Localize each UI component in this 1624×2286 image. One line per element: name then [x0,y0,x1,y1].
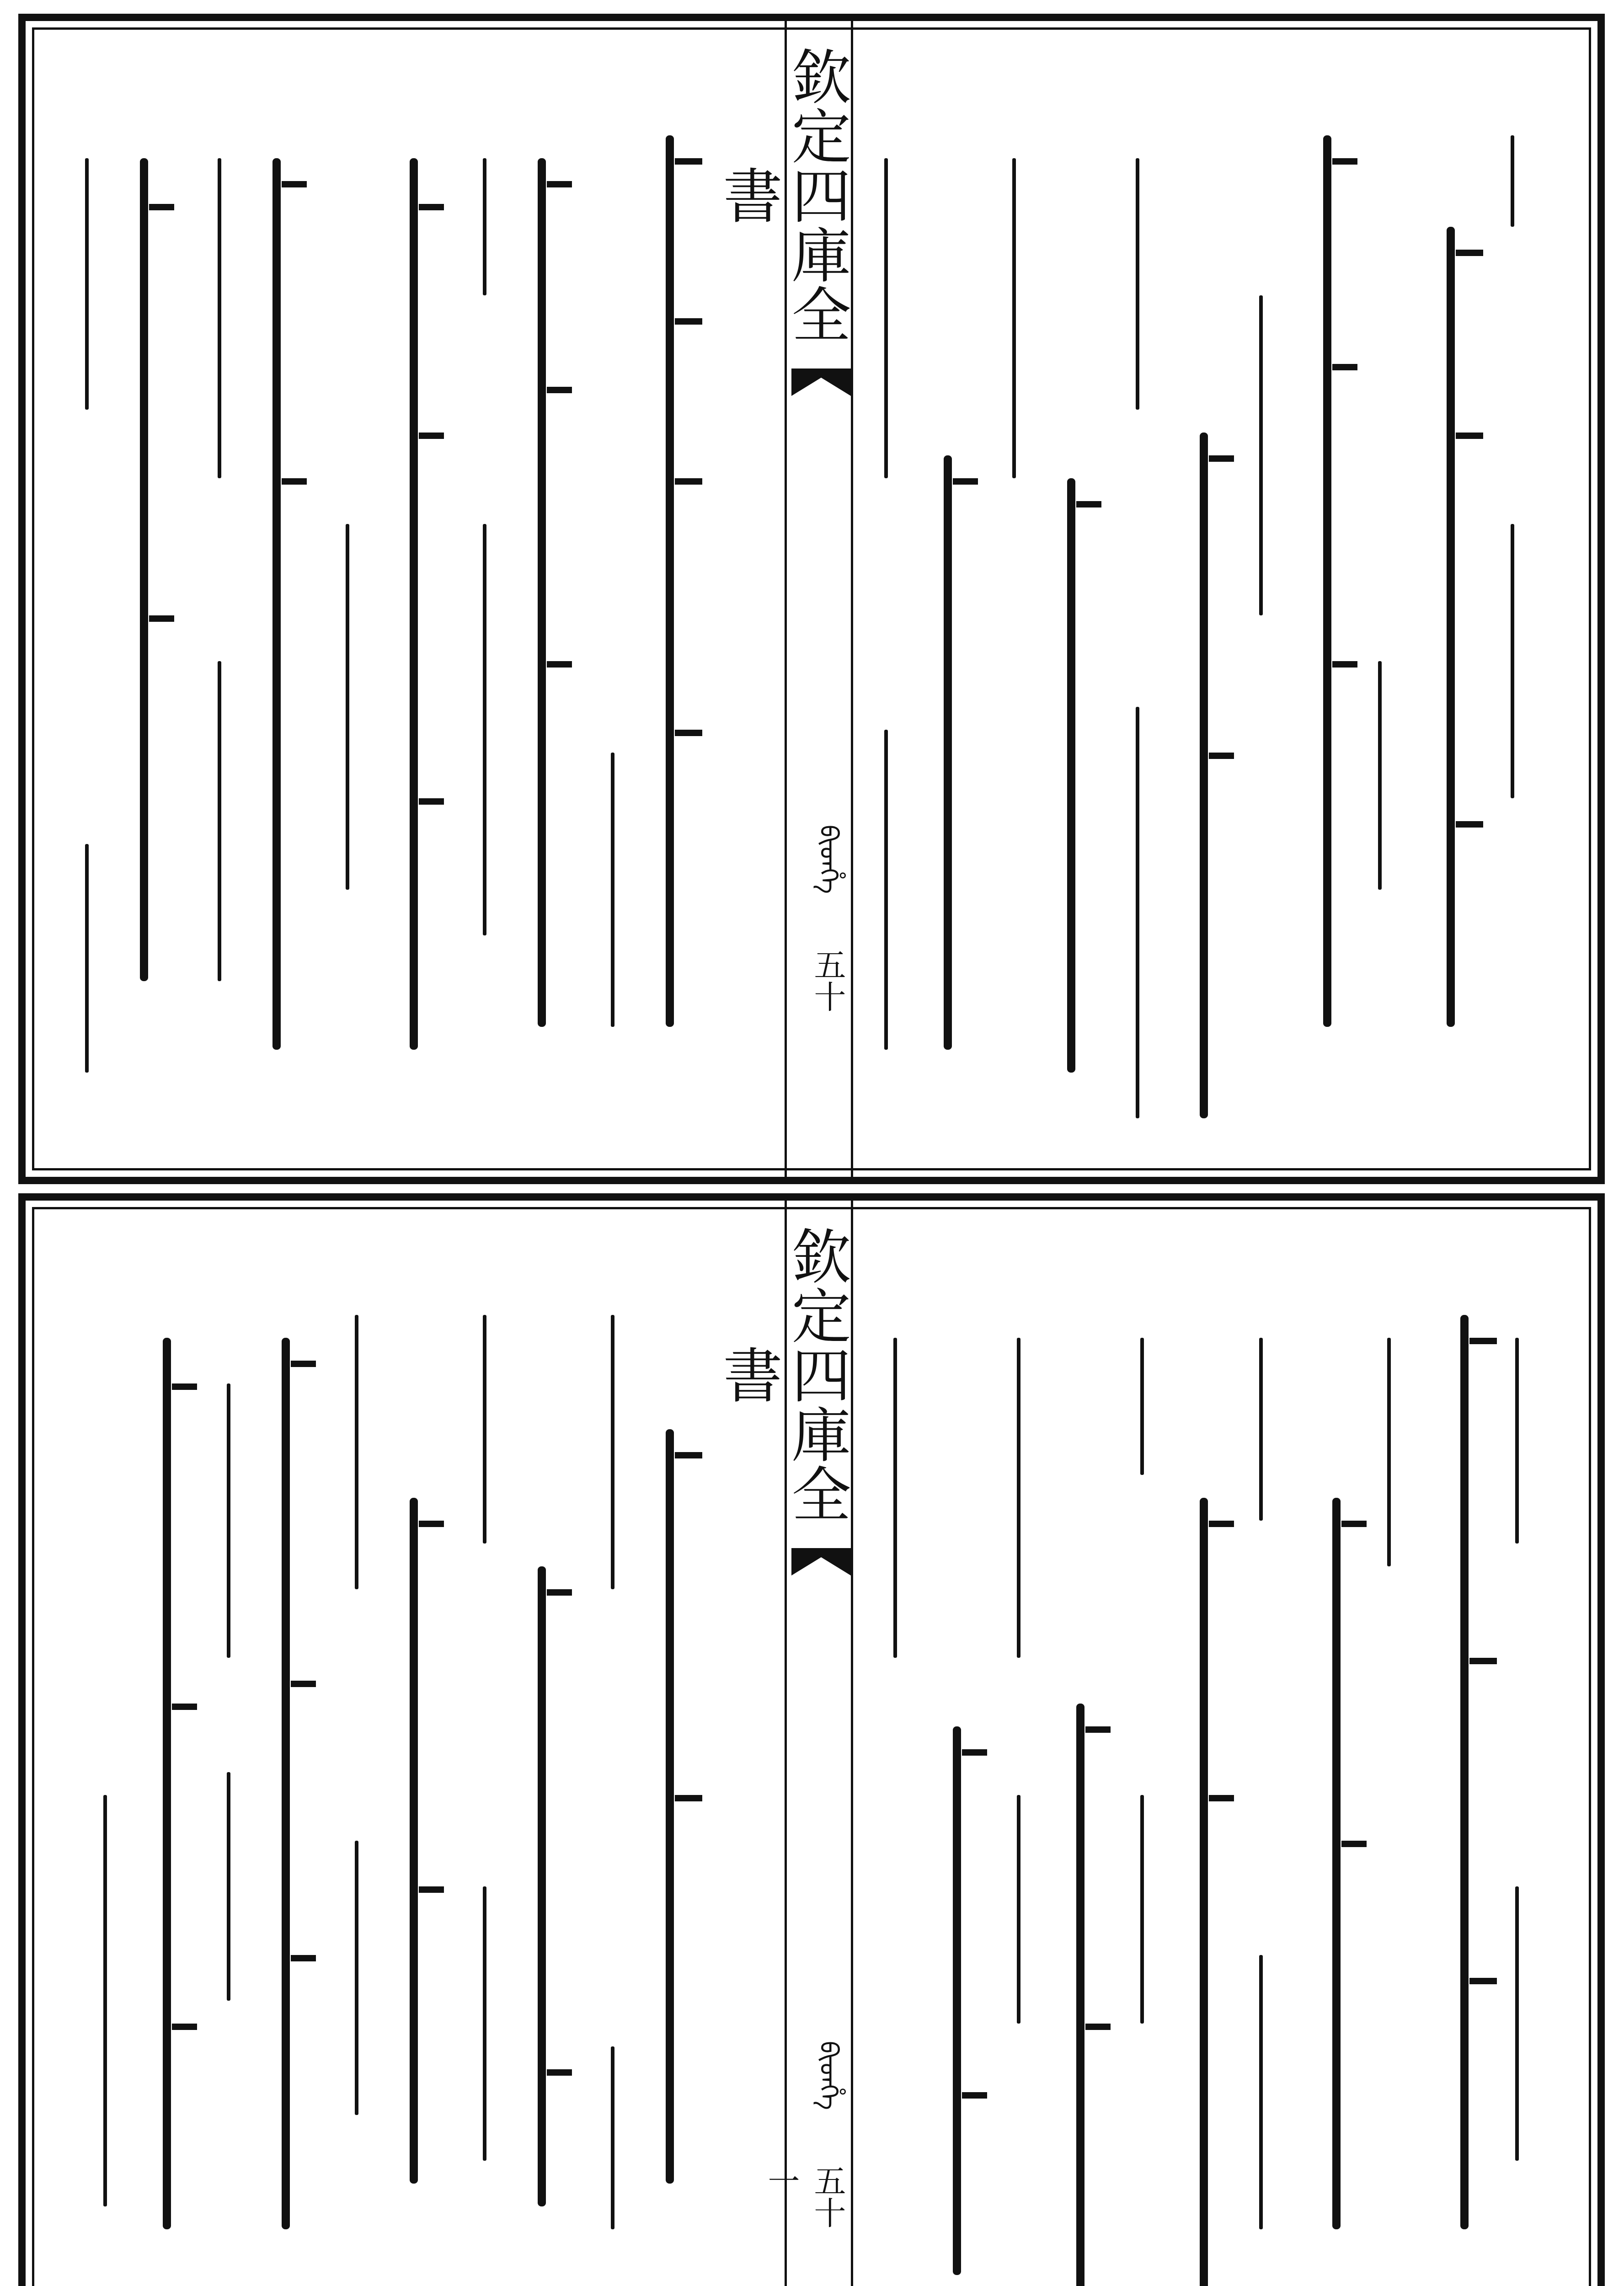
page-number: 五十一 [763,2164,846,2228]
volume-label: ᠪᡳᡨᡥᡝ [814,825,844,894]
left-page-text [26,21,785,1177]
manchu-script-columns [26,21,785,1177]
book-series-title: 欽定四庫全書 [713,46,851,343]
right-page-text [839,21,1597,1177]
manchu-script-columns [839,21,1597,1177]
left-page-text [26,1201,785,2286]
volume-label: ᠪᡳᡨᡥᡝ [814,2041,844,2110]
page-number: 五十 [809,948,846,1012]
manchu-script-columns [26,1201,785,2286]
top-spread [18,14,1605,1184]
bottom-spread [18,1193,1605,2286]
manchu-script-columns [839,1201,1597,2286]
right-page-text [839,1201,1597,2286]
book-series-title: 欽定四庫全書 [713,1226,851,1523]
